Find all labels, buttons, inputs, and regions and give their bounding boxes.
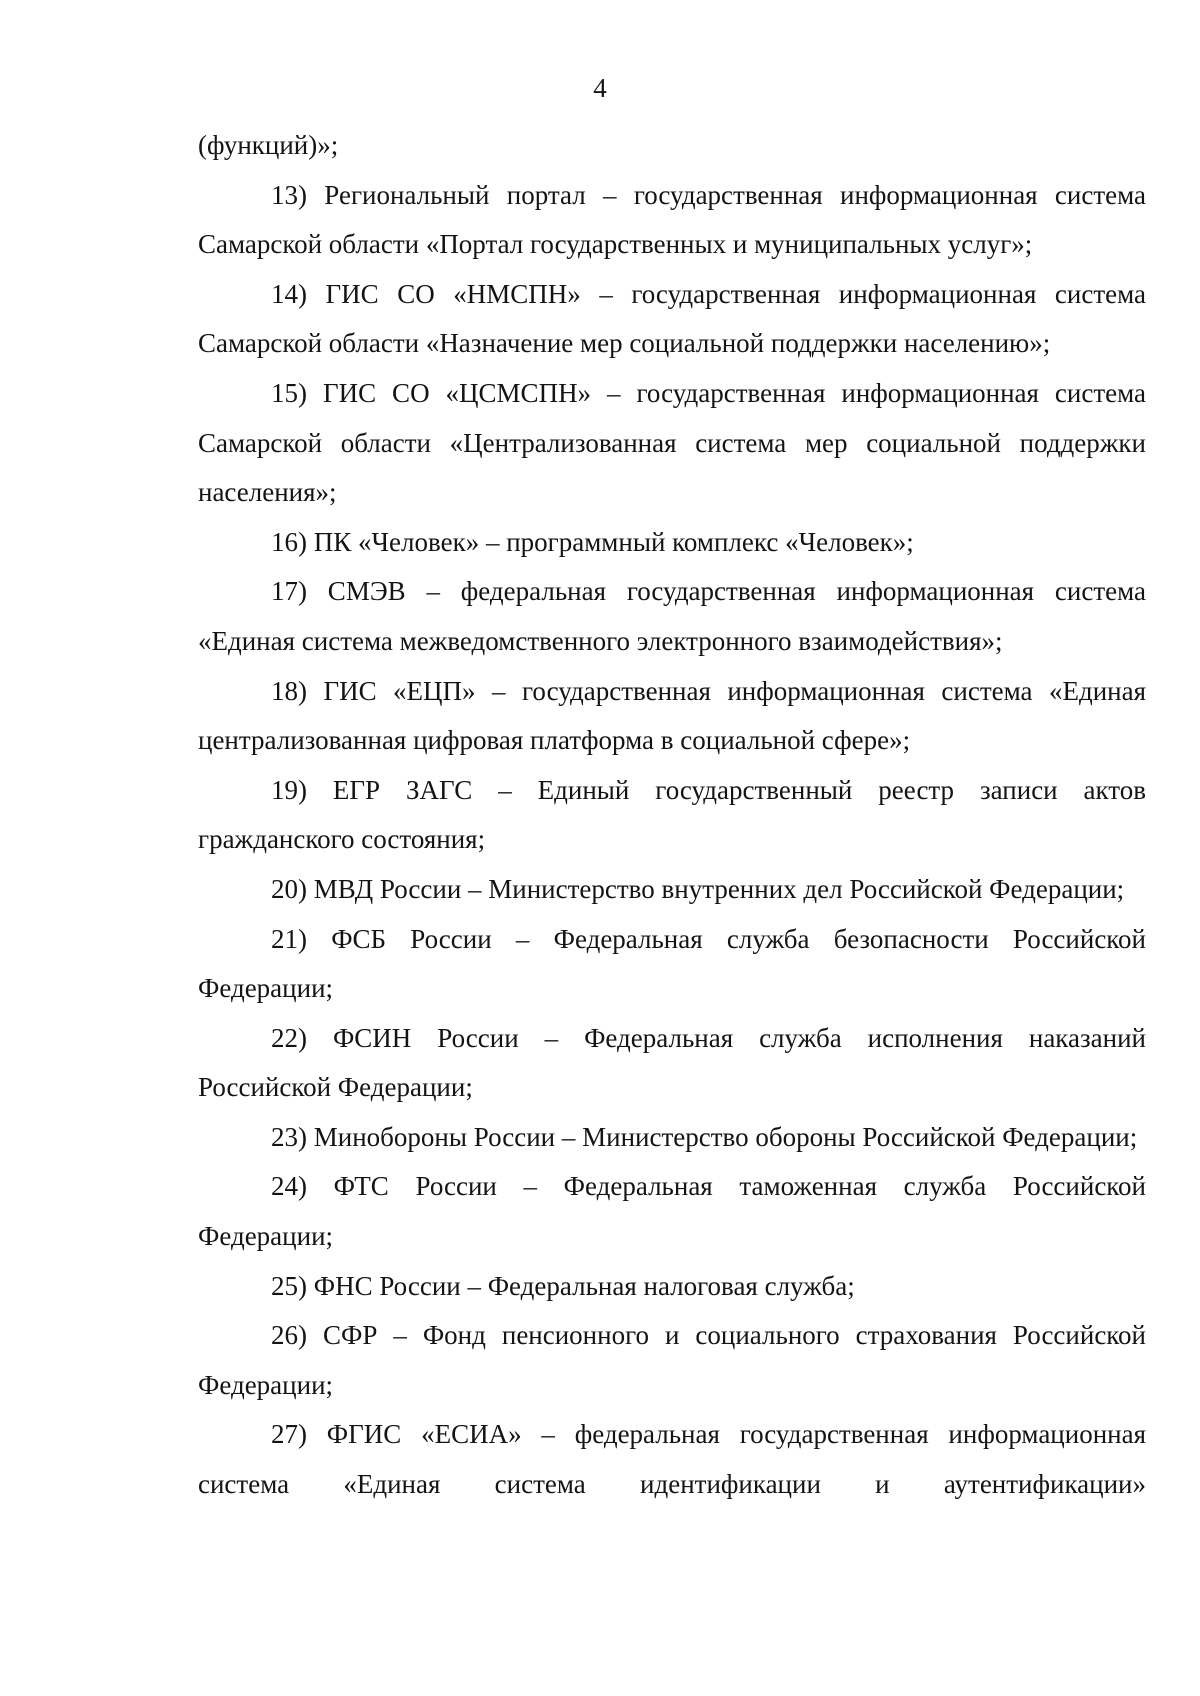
- list-item-paragraph: 26) СФР – Фонд пенсионного и социального страхования Российской Федерации;: [198, 1320, 1146, 1400]
- list-item-paragraph: 22) ФСИН России – Федеральная служба исполнения наказаний Российской Федерации;: [198, 1022, 1146, 1103]
- list-item-paragraph: 27) ФГИС «ЕСИА» – федеральная государственная информационная система «Единая система идентификации и аутентификации»: [198, 1419, 1146, 1500]
- list-item-paragraph: 18) ГИС «ЕЦП» – государственная информационная система «Единая централизованная цифровая платформа в социальной сфере»;: [198, 675, 1146, 756]
- list-item-paragraph: 19) ЕГР ЗАГС – Единый государственный реестр записи актов гражданского состояния;: [198, 774, 1146, 855]
- list-item-paragraph: 25) ФНС России – Федеральная налоговая служба;: [271, 1270, 855, 1301]
- list-item-paragraph: 24) ФТС России – Федеральная таможенная служба Российской Федерации;: [198, 1171, 1146, 1252]
- list-item-paragraph: 14) ГИС СО «НМСПН» – государственная информационная система Самарской области «Назначение мер социальной поддержки населению»;: [198, 278, 1146, 359]
- list-item-paragraph: 16) ПК «Человек» – программный комплекс «Человек»;: [271, 526, 914, 557]
- list-item-paragraph: 17) СМЭВ – федеральная государственная информационная система «Единая система межведомственного электронного взаимодействия»;: [198, 576, 1146, 656]
- document-body: [198, 121, 1146, 1510]
- list-item-paragraph: 20) МВД России – Министерство внутренних дел Российской Федерации;: [271, 873, 1125, 904]
- list-item-paragraph: (функций)»;: [198, 130, 339, 160]
- list-item-paragraph: 21) ФСБ России – Федеральная служба безопасности Российской Федерации;: [198, 923, 1146, 1004]
- list-item-paragraph: 15) ГИС СО «ЦСМСПН» – государственная информационная система Самарской области «Централизованная система мер социальной поддержки населения»;: [198, 377, 1146, 508]
- list-item-paragraph: 23) Минобороны России – Министерство обороны Российской Федерации;: [271, 1121, 1138, 1152]
- list-item-paragraph: 13) Региональный портал – государственная информационная система Самарской области «Портал государственных и муниципальных услуг»;: [198, 179, 1146, 260]
- page-number: 4: [593, 73, 607, 103]
